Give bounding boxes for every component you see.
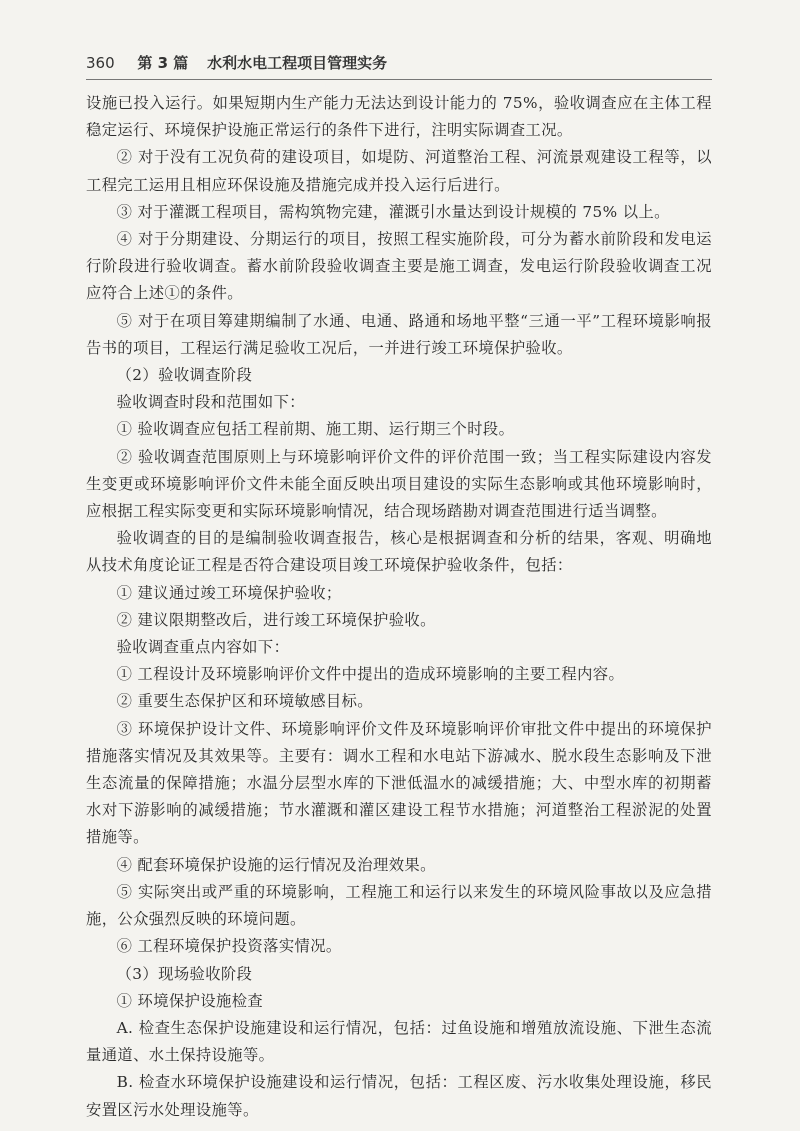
paragraph: ② 重要生态保护区和环境敏感目标。 [116, 692, 374, 711]
book-title: 水利水电工程项目管理实务 [207, 54, 388, 72]
paragraph: 验收调查重点内容如下： [116, 638, 290, 657]
running-header [86, 48, 706, 78]
paragraph: A. 检查生态保护设施建设和运行情况，包括：过鱼设施和增殖放流设施、下泄生态流量通道、水土保持设施等。 [86, 1018, 712, 1065]
part-label: 第 3 篇 [137, 54, 189, 72]
paragraph: ⑥ 工程环境保护投资落实情况。 [116, 937, 342, 956]
paragraph: ① 建议通过竣工环境保护验收； [116, 583, 342, 602]
paragraph: ① 验收调查应包括工程前期、施工期、运行期三个时段。 [116, 420, 515, 439]
header-rule [86, 79, 712, 80]
paragraph: ① 环境保护设施检查 [116, 991, 264, 1010]
paragraph: ④ 对于分期建设、分期运行的项目，按照工程实施阶段，可分为蓄水前阶段和发电运行阶段进行验收调查。蓄水前阶段验收调查主要是施工调查，发电运行阶段验收调查工况应符合上述①的条件。 [86, 230, 712, 303]
paragraph: ④ 配套环境保护设施的运行情况及治理效果。 [116, 855, 436, 874]
paragraph: ② 对于没有工况负荷的建设项目，如堤防、河道整治工程、河流景观建设工程等，以工程完工运用且相应环保设施及措施完成并投入运行后进行。 [86, 148, 712, 194]
section-heading: （2）验收调查阶段 [116, 366, 253, 385]
section-heading: （3）现场验收阶段 [116, 964, 253, 983]
paragraph: 验收调查的目的是编制验收调查报告，核心是根据调查和分析的结果，客观、明确地从技术角度论证工程是否符合建设项目竣工环境保护验收条件，包括： [86, 529, 712, 575]
paragraph: ② 验收调查范围原则上与环境影响评价文件的评价范围一致；当工程实际建设内容发生变更或环境影响评价文件未能全面反映出项目建设的实际生态影响或其他环境影响时，应根据工程实际变更和实际环境影响情况，结合现场踏勘对调查范围进行适当调整。 [86, 447, 712, 521]
paragraph: 设施已投入运行。如果短期内生产能力无法达到设计能力的 75%，验收调查应在主体工程稳定运行、环境保护设施正常运行的条件下进行，注明实际调查工况。 [86, 94, 712, 140]
page-body [86, 90, 712, 1124]
paragraph: ③ 对于灌溉工程项目，需构筑物完建，灌溉引水量达到设计规模的 75% 以上。 [116, 202, 670, 221]
paragraph: ⑤ 实际突出或严重的环境影响，工程施工和运行以来发生的环境风险事故以及应急措施，公众强烈反映的环境问题。 [86, 882, 712, 929]
paragraph: ③ 环境保护设计文件、环境影响评价文件及环境影响评价审批文件中提出的环境保护措施落实情况及其效果等。主要有：调水工程和水电站下游减水、脱水段生态影响及下泄生态流量的保障措施；水温分层型水库的下泄低温水的减缓措施；大、中型水库的初期蓄水对下游影响的减缓措施；节水灌溉和灌区建设工程节水措施；河道整治工程淤泥的处置措施等。 [86, 719, 712, 847]
paragraph: ① 工程设计及环境影响评价文件中提出的造成环境影响的主要工程内容。 [116, 665, 625, 684]
paragraph: ② 建议限期整改后，进行竣工环境保护验收。 [116, 610, 436, 629]
paragraph: ⑤ 对于在项目筹建期编制了水通、电通、路通和场地平整“三通一平”工程环境影响报告书的项目，工程运行满足验收工况后，一并进行竣工环境保护验收。 [86, 311, 712, 357]
paragraph: B. 检查水环境保护设施建设和运行情况，包括：工程区废、污水收集处理设施，移民安置区污水处理设施等。 [86, 1073, 712, 1119]
paragraph: 验收调查时段和范围如下： [116, 393, 305, 412]
page-number: 360 [86, 54, 115, 72]
